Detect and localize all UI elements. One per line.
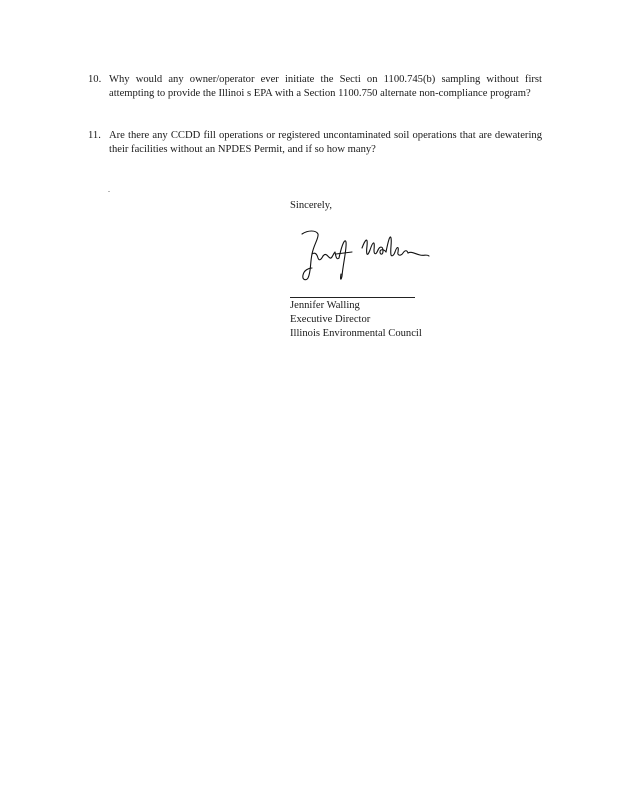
signer-title: Executive Director: [290, 314, 371, 325]
closing-salutation: Sincerely,: [290, 200, 332, 211]
signer-name: Jennifer Walling: [290, 300, 360, 311]
stray-mark: .: [108, 185, 110, 194]
question-text: Why would any owner/operator ever initiate the Secti on 1100.745(b) sampling without first attempting to provide the Illinoi s EPA with a Section 1100.750 alternate non-compliance program?: [109, 74, 542, 99]
signature-line: [290, 297, 415, 298]
question-number: 11.: [88, 130, 101, 141]
signature-block: [290, 299, 422, 341]
question-number: 10.: [88, 74, 102, 85]
handwritten-signature: [296, 224, 441, 284]
question-11: [88, 129, 542, 156]
signer-organization: Illinois Environmental Council: [290, 328, 422, 339]
question-10: [88, 73, 542, 100]
question-text: Are there any CCDD fill operations or registered uncontaminated soil operations that are dewatering their facilities without an NPDES Permit, and if so how many?: [109, 130, 542, 155]
